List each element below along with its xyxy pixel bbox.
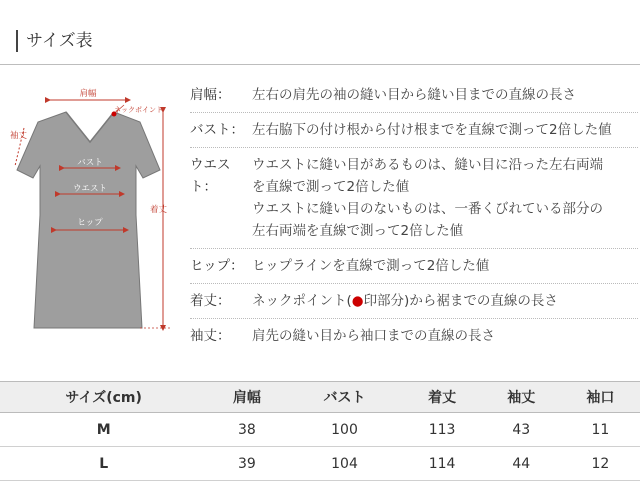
def-term: バスト： bbox=[190, 122, 244, 138]
table-cell: 11 bbox=[561, 413, 640, 447]
table-header-row bbox=[0, 382, 640, 413]
measurement-definitions bbox=[190, 78, 638, 353]
def-desc: ウエストに縫い目のないものは、一番くびれている部分の bbox=[252, 201, 603, 217]
table-cell: 43 bbox=[482, 413, 561, 447]
def-row-bust bbox=[190, 113, 638, 148]
table-cell: 44 bbox=[482, 447, 561, 481]
def-desc: 左右脇下の付け根から付け根までを直線で測って2倍した値 bbox=[252, 122, 612, 138]
def-term: ウエスト： bbox=[190, 157, 231, 195]
def-desc: 肩先の縫い目から袖口までの直線の長さ bbox=[252, 328, 495, 344]
def-term: 袖丈： bbox=[190, 328, 231, 344]
size-table bbox=[0, 381, 640, 481]
neck-point-label: ネックポイント bbox=[114, 106, 163, 114]
table-row bbox=[0, 413, 640, 447]
def-term: 肩幅： bbox=[190, 87, 231, 103]
shoulder-label: 肩幅 bbox=[79, 89, 97, 99]
def-desc: 左右両端を直線で測って2倍した値 bbox=[252, 223, 464, 239]
def-row-shoulder bbox=[190, 78, 638, 113]
def-row-hip bbox=[190, 249, 638, 284]
def-desc: ネックポイント(●印部分)から裾までの直線の長さ bbox=[252, 293, 558, 309]
def-row-length bbox=[190, 284, 638, 319]
sleeve-label: 袖丈 bbox=[10, 131, 28, 141]
waist-label: ウエスト bbox=[72, 184, 108, 194]
table-cell: 38 bbox=[207, 413, 286, 447]
table-cell: 113 bbox=[403, 413, 482, 447]
def-desc: ウエストに縫い目があるものは、縫い目に沿った左右両端 bbox=[252, 157, 603, 173]
title-divider bbox=[0, 64, 640, 65]
table-row bbox=[0, 447, 640, 481]
table-cell: M bbox=[0, 413, 207, 447]
def-row-waist bbox=[190, 148, 638, 249]
table-cell: 39 bbox=[207, 447, 286, 481]
table-header: 袖丈 bbox=[482, 382, 561, 413]
page-title: サイズ表 bbox=[16, 30, 93, 52]
table-header: 肩幅 bbox=[207, 382, 286, 413]
table-header: 着丈 bbox=[403, 382, 482, 413]
def-term: 着丈： bbox=[190, 293, 231, 309]
dress-diagram bbox=[0, 70, 190, 360]
def-desc: を直線で測って2倍した値 bbox=[252, 179, 410, 195]
length-label: 着丈 bbox=[150, 205, 168, 215]
def-row-sleeve bbox=[190, 319, 638, 353]
table-header: サイズ(cm) bbox=[0, 382, 207, 413]
table-cell: L bbox=[0, 447, 207, 481]
table-header: 袖口 bbox=[561, 382, 640, 413]
table-cell: 114 bbox=[403, 447, 482, 481]
table-cell: 100 bbox=[286, 413, 402, 447]
table-header: バスト bbox=[286, 382, 402, 413]
def-desc: ヒップラインを直線で測って2倍した値 bbox=[252, 258, 490, 274]
red-dot-icon: ● bbox=[351, 293, 364, 309]
table-cell: 12 bbox=[561, 447, 640, 481]
table-cell: 104 bbox=[286, 447, 402, 481]
def-term: ヒップ： bbox=[190, 258, 244, 274]
hip-label: ヒップ bbox=[77, 218, 103, 228]
def-desc: 左右の肩先の袖の縫い目から縫い目までの直線の長さ bbox=[252, 87, 576, 103]
bust-label: バスト bbox=[77, 158, 103, 168]
